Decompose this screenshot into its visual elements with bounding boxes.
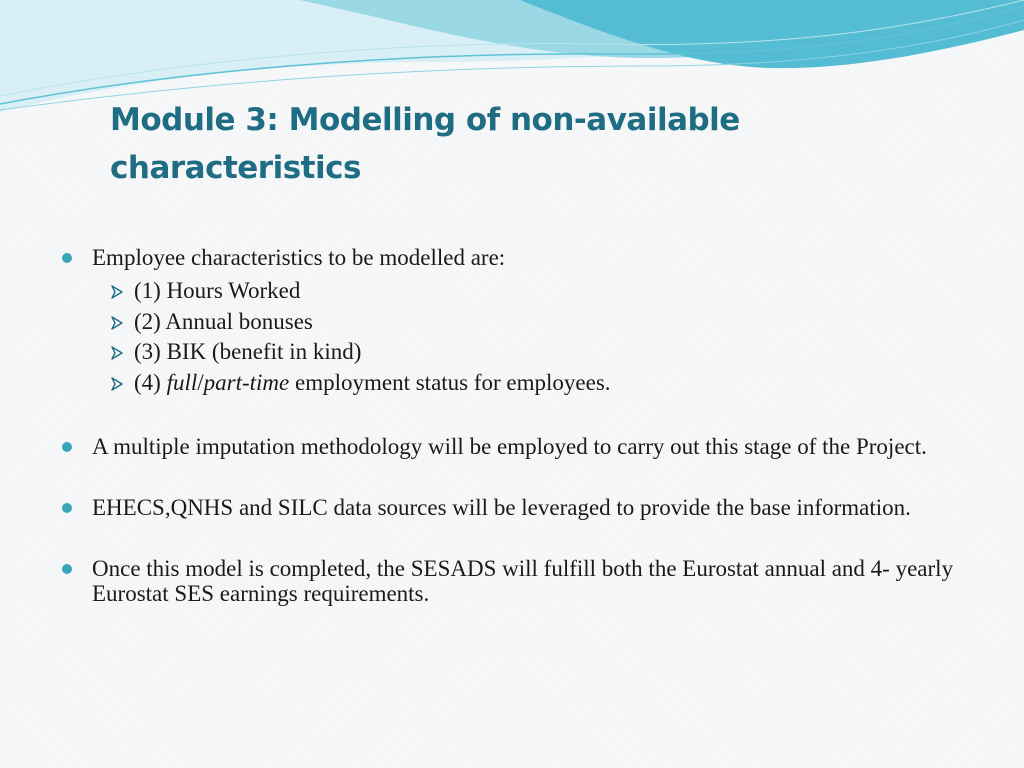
sub-bullet-item [110,368,980,399]
sub-bullet-item [110,276,980,307]
bullet-text: EHECS,QNHS and SILC data sources will be leveraged to provide the base information. [92,495,911,521]
arrow-bullet-icon [110,285,124,299]
arrow-bullet-icon [110,316,124,330]
bullet-text: A multiple imputation methodology will be employed to carry out this stage of the Project. [92,434,927,460]
bullet-text: Once this model is completed, the SESADS will fulfill both the Eurostat annual and 4- yearly Eurostat SES earnings requirements. [92,556,954,607]
sub-bullet-slash: / [197,369,204,395]
sub-bullet-item [110,337,980,368]
sub-bullet-prefix: (4) [134,369,167,395]
bullet-item [60,434,980,459]
sub-bullet-italic-full: full [166,369,198,395]
bullet-dot-icon [62,564,72,574]
bullet-text: Employee characteristics to be modelled are: [92,245,506,270]
bullet-item [60,245,980,398]
sub-bullet-suffix: employment status for employees. [289,369,611,395]
sub-bullet-list [92,276,980,398]
bullet-item [60,495,980,520]
slide-title [110,96,970,192]
slide-title-line-1: Module 3: Modelling of non-available [110,102,740,138]
sub-bullet-text: (2) Annual bonuses [134,308,313,334]
slide-title-line-2: characteristics [110,150,361,186]
sub-bullet-italic-part-time: part-time [203,369,290,395]
bullet-item [60,556,980,606]
arrow-bullet-icon [110,377,124,391]
sub-bullet-item [110,307,980,338]
bullet-list [60,245,980,606]
bullet-dot-icon [62,503,72,513]
sub-bullet-text: (3) BIK (benefit in kind) [134,339,362,365]
sub-bullet-text: (1) Hours Worked [134,278,301,303]
bullet-dot-icon [62,442,72,452]
bullet-dot-icon [62,253,72,263]
arrow-bullet-icon [110,346,124,360]
